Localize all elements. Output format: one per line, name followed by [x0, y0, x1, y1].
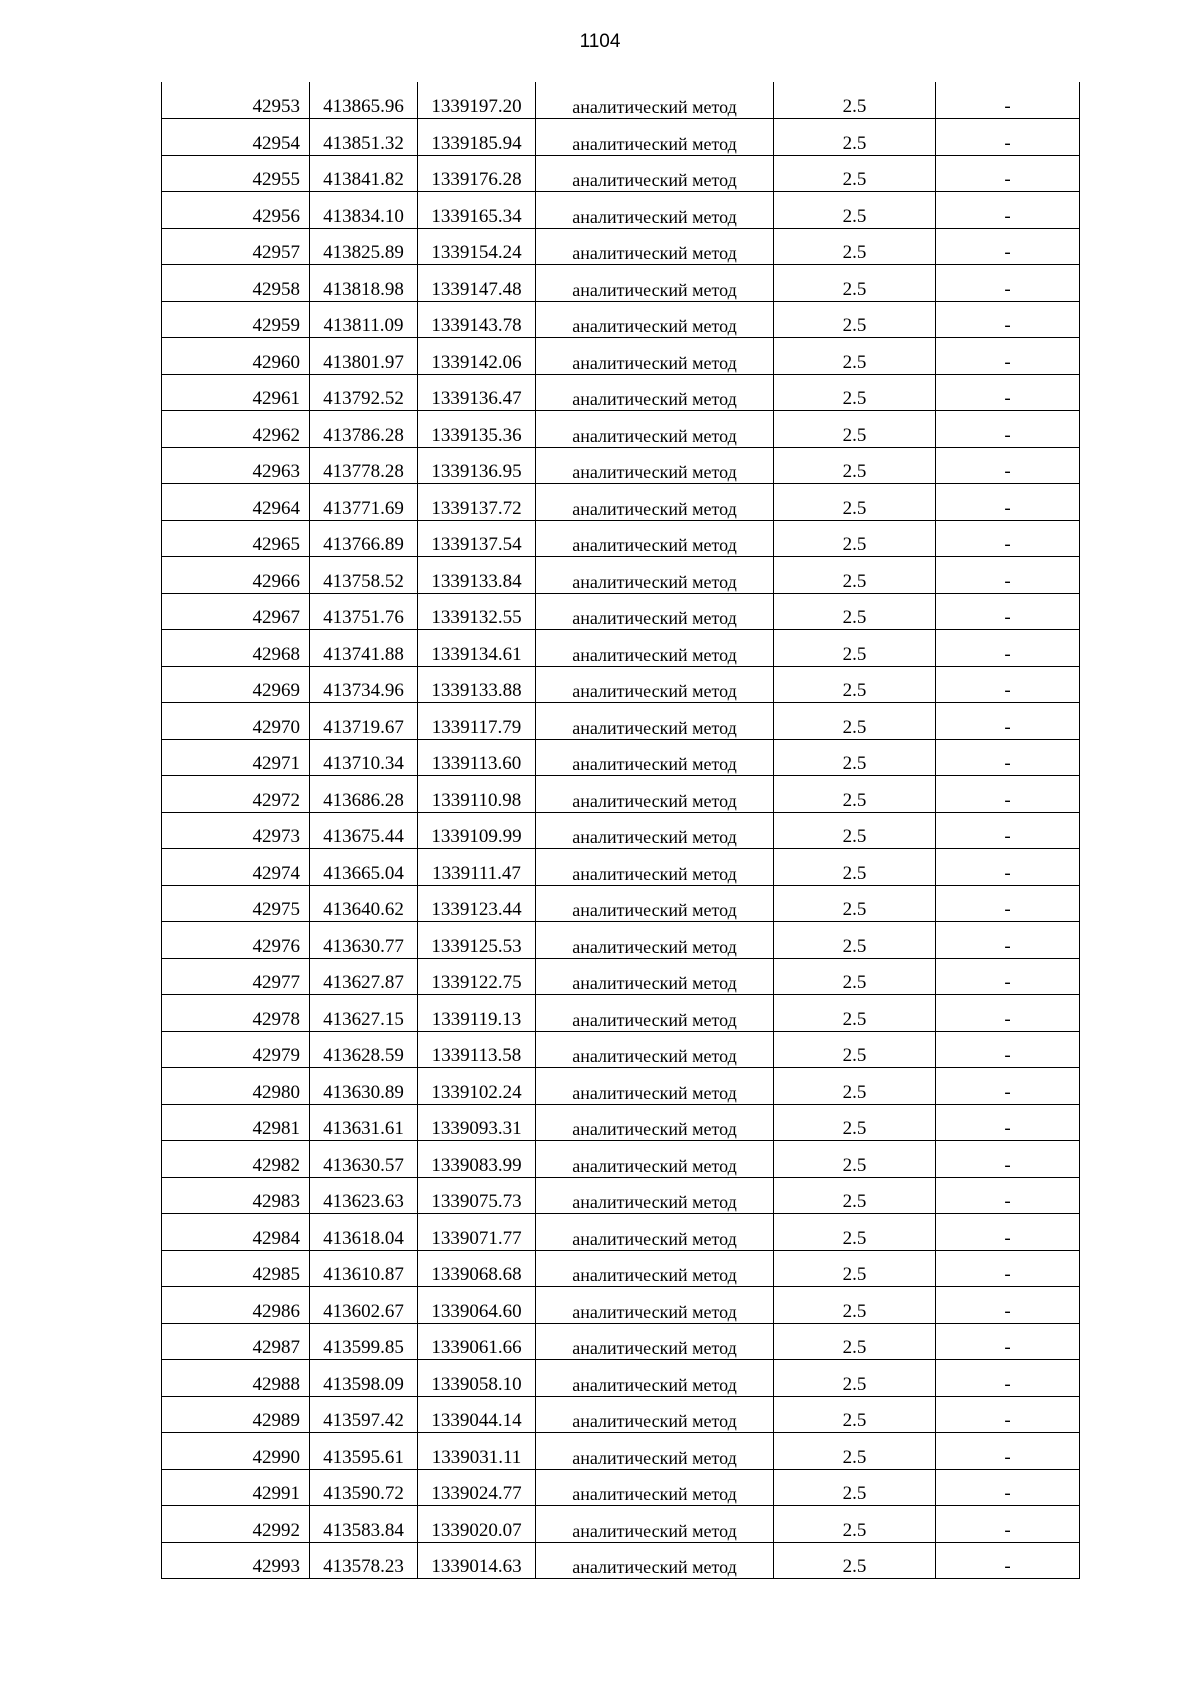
x-coordinate-cell: 413640.62	[310, 885, 418, 922]
accuracy-cell: 2.5	[774, 666, 936, 703]
point-number-cell: 42964	[162, 484, 310, 521]
point-number-cell: 42960	[162, 338, 310, 375]
method-cell: аналитический метод	[536, 958, 774, 995]
y-coordinate-cell: 1339137.54	[418, 520, 536, 557]
method-cell: аналитический метод	[536, 1433, 774, 1470]
table-row	[162, 1068, 1080, 1105]
accuracy-cell: 2.5	[774, 1287, 936, 1324]
point-number-cell: 42979	[162, 1031, 310, 1068]
accuracy-cell: 2.5	[774, 374, 936, 411]
y-coordinate-cell: 1339068.68	[418, 1250, 536, 1287]
y-coordinate-cell: 1339093.31	[418, 1104, 536, 1141]
y-coordinate-cell: 1339132.55	[418, 593, 536, 630]
table-row	[162, 849, 1080, 886]
method-cell: аналитический метод	[536, 1214, 774, 1251]
point-number-cell: 42968	[162, 630, 310, 667]
point-number-cell: 42963	[162, 447, 310, 484]
table-row	[162, 885, 1080, 922]
y-coordinate-cell: 1339110.98	[418, 776, 536, 813]
y-coordinate-cell: 1339119.13	[418, 995, 536, 1032]
method-cell: аналитический метод	[536, 228, 774, 265]
y-coordinate-cell: 1339147.48	[418, 265, 536, 302]
note-cell: -	[936, 1250, 1080, 1287]
x-coordinate-cell: 413610.87	[310, 1250, 418, 1287]
note-cell: -	[936, 411, 1080, 448]
method-cell: аналитический метод	[536, 1506, 774, 1543]
note-cell: -	[936, 995, 1080, 1032]
table-row	[162, 812, 1080, 849]
y-coordinate-cell: 1339031.11	[418, 1433, 536, 1470]
point-number-cell: 42983	[162, 1177, 310, 1214]
table-row	[162, 1542, 1080, 1579]
point-number-cell: 42958	[162, 265, 310, 302]
accuracy-cell: 2.5	[774, 1250, 936, 1287]
method-cell: аналитический метод	[536, 411, 774, 448]
note-cell: -	[936, 557, 1080, 594]
y-coordinate-cell: 1339058.10	[418, 1360, 536, 1397]
point-number-cell: 42965	[162, 520, 310, 557]
table-row	[162, 1104, 1080, 1141]
note-cell: -	[936, 1433, 1080, 1470]
accuracy-cell: 2.5	[774, 1104, 936, 1141]
accuracy-cell: 2.5	[774, 265, 936, 302]
method-cell: аналитический метод	[536, 484, 774, 521]
y-coordinate-cell: 1339024.77	[418, 1469, 536, 1506]
table-row	[162, 739, 1080, 776]
x-coordinate-cell: 413628.59	[310, 1031, 418, 1068]
point-number-cell: 42970	[162, 703, 310, 740]
table-row	[162, 374, 1080, 411]
note-cell: -	[936, 1287, 1080, 1324]
x-coordinate-cell: 413786.28	[310, 411, 418, 448]
note-cell: -	[936, 1214, 1080, 1251]
y-coordinate-cell: 1339064.60	[418, 1287, 536, 1324]
x-coordinate-cell: 413751.76	[310, 593, 418, 630]
table-row	[162, 192, 1080, 229]
accuracy-cell: 2.5	[774, 1031, 936, 1068]
table-row	[162, 1287, 1080, 1324]
method-cell: аналитический метод	[536, 520, 774, 557]
x-coordinate-cell: 413771.69	[310, 484, 418, 521]
point-number-cell: 42956	[162, 192, 310, 229]
accuracy-cell: 2.5	[774, 119, 936, 156]
point-number-cell: 42953	[162, 82, 310, 119]
x-coordinate-cell: 413778.28	[310, 447, 418, 484]
note-cell: -	[936, 265, 1080, 302]
method-cell: аналитический метод	[536, 812, 774, 849]
page-number: 1104	[579, 31, 621, 52]
accuracy-cell: 2.5	[774, 1214, 936, 1251]
note-cell: -	[936, 593, 1080, 630]
table-row	[162, 1469, 1080, 1506]
y-coordinate-cell: 1339075.73	[418, 1177, 536, 1214]
point-number-cell: 42988	[162, 1360, 310, 1397]
method-cell: аналитический метод	[536, 922, 774, 959]
y-coordinate-cell: 1339135.36	[418, 411, 536, 448]
table-row	[162, 995, 1080, 1032]
y-coordinate-cell: 1339185.94	[418, 119, 536, 156]
y-coordinate-cell: 1339136.47	[418, 374, 536, 411]
x-coordinate-cell: 413597.42	[310, 1396, 418, 1433]
note-cell: -	[936, 192, 1080, 229]
y-coordinate-cell: 1339020.07	[418, 1506, 536, 1543]
note-cell: -	[936, 1506, 1080, 1543]
note-cell: -	[936, 739, 1080, 776]
x-coordinate-cell: 413578.23	[310, 1542, 418, 1579]
table-row	[162, 411, 1080, 448]
y-coordinate-cell: 1339143.78	[418, 301, 536, 338]
x-coordinate-cell: 413811.09	[310, 301, 418, 338]
note-cell: -	[936, 1396, 1080, 1433]
y-coordinate-cell: 1339176.28	[418, 155, 536, 192]
x-coordinate-cell: 413675.44	[310, 812, 418, 849]
y-coordinate-cell: 1339197.20	[418, 82, 536, 119]
accuracy-cell: 2.5	[774, 1068, 936, 1105]
y-coordinate-cell: 1339125.53	[418, 922, 536, 959]
accuracy-cell: 2.5	[774, 1433, 936, 1470]
coordinates-table	[161, 82, 1080, 1579]
method-cell: аналитический метод	[536, 265, 774, 302]
table-row	[162, 630, 1080, 667]
point-number-cell: 42984	[162, 1214, 310, 1251]
x-coordinate-cell: 413599.85	[310, 1323, 418, 1360]
accuracy-cell: 2.5	[774, 812, 936, 849]
accuracy-cell: 2.5	[774, 703, 936, 740]
point-number-cell: 42978	[162, 995, 310, 1032]
x-coordinate-cell: 413686.28	[310, 776, 418, 813]
method-cell: аналитический метод	[536, 776, 774, 813]
y-coordinate-cell: 1339137.72	[418, 484, 536, 521]
note-cell: -	[936, 630, 1080, 667]
y-coordinate-cell: 1339044.14	[418, 1396, 536, 1433]
y-coordinate-cell: 1339133.84	[418, 557, 536, 594]
accuracy-cell: 2.5	[774, 557, 936, 594]
table-row	[162, 1031, 1080, 1068]
table-row	[162, 1396, 1080, 1433]
point-number-cell: 42981	[162, 1104, 310, 1141]
note-cell: -	[936, 849, 1080, 886]
x-coordinate-cell: 413741.88	[310, 630, 418, 667]
accuracy-cell: 2.5	[774, 922, 936, 959]
table-row	[162, 958, 1080, 995]
point-number-cell: 42976	[162, 922, 310, 959]
x-coordinate-cell: 413801.97	[310, 338, 418, 375]
method-cell: аналитический метод	[536, 1104, 774, 1141]
method-cell: аналитический метод	[536, 995, 774, 1032]
point-number-cell: 42967	[162, 593, 310, 630]
accuracy-cell: 2.5	[774, 1506, 936, 1543]
note-cell: -	[936, 228, 1080, 265]
accuracy-cell: 2.5	[774, 885, 936, 922]
x-coordinate-cell: 413665.04	[310, 849, 418, 886]
note-cell: -	[936, 520, 1080, 557]
x-coordinate-cell: 413602.67	[310, 1287, 418, 1324]
x-coordinate-cell: 413630.77	[310, 922, 418, 959]
y-coordinate-cell: 1339014.63	[418, 1542, 536, 1579]
method-cell: аналитический метод	[536, 301, 774, 338]
table-row	[162, 776, 1080, 813]
point-number-cell: 42974	[162, 849, 310, 886]
table-row	[162, 484, 1080, 521]
accuracy-cell: 2.5	[774, 1323, 936, 1360]
y-coordinate-cell: 1339123.44	[418, 885, 536, 922]
x-coordinate-cell: 413851.32	[310, 119, 418, 156]
point-number-cell: 42957	[162, 228, 310, 265]
accuracy-cell: 2.5	[774, 520, 936, 557]
accuracy-cell: 2.5	[774, 1469, 936, 1506]
x-coordinate-cell: 413710.34	[310, 739, 418, 776]
method-cell: аналитический метод	[536, 593, 774, 630]
x-coordinate-cell: 413834.10	[310, 192, 418, 229]
accuracy-cell: 2.5	[774, 484, 936, 521]
table-row	[162, 1177, 1080, 1214]
point-number-cell: 42992	[162, 1506, 310, 1543]
accuracy-cell: 2.5	[774, 630, 936, 667]
table-row	[162, 338, 1080, 375]
accuracy-cell: 2.5	[774, 739, 936, 776]
y-coordinate-cell: 1339142.06	[418, 338, 536, 375]
method-cell: аналитический метод	[536, 557, 774, 594]
table-row	[162, 1141, 1080, 1178]
y-coordinate-cell: 1339102.24	[418, 1068, 536, 1105]
table-row	[162, 1323, 1080, 1360]
y-coordinate-cell: 1339136.95	[418, 447, 536, 484]
accuracy-cell: 2.5	[774, 301, 936, 338]
accuracy-cell: 2.5	[774, 228, 936, 265]
y-coordinate-cell: 1339134.61	[418, 630, 536, 667]
accuracy-cell: 2.5	[774, 447, 936, 484]
note-cell: -	[936, 338, 1080, 375]
point-number-cell: 42954	[162, 119, 310, 156]
x-coordinate-cell: 413818.98	[310, 265, 418, 302]
point-number-cell: 42990	[162, 1433, 310, 1470]
x-coordinate-cell: 413865.96	[310, 82, 418, 119]
accuracy-cell: 2.5	[774, 1177, 936, 1214]
point-number-cell: 42991	[162, 1469, 310, 1506]
x-coordinate-cell: 413623.63	[310, 1177, 418, 1214]
note-cell: -	[936, 885, 1080, 922]
point-number-cell: 42975	[162, 885, 310, 922]
point-number-cell: 42980	[162, 1068, 310, 1105]
note-cell: -	[936, 1177, 1080, 1214]
table-row	[162, 520, 1080, 557]
method-cell: аналитический метод	[536, 1396, 774, 1433]
accuracy-cell: 2.5	[774, 958, 936, 995]
method-cell: аналитический метод	[536, 82, 774, 119]
note-cell: -	[936, 922, 1080, 959]
x-coordinate-cell: 413583.84	[310, 1506, 418, 1543]
table-row	[162, 1360, 1080, 1397]
method-cell: аналитический метод	[536, 1323, 774, 1360]
method-cell: аналитический метод	[536, 1542, 774, 1579]
note-cell: -	[936, 484, 1080, 521]
note-cell: -	[936, 1542, 1080, 1579]
note-cell: -	[936, 958, 1080, 995]
table-row	[162, 119, 1080, 156]
point-number-cell: 42962	[162, 411, 310, 448]
table-row	[162, 1433, 1080, 1470]
note-cell: -	[936, 1104, 1080, 1141]
point-number-cell: 42966	[162, 557, 310, 594]
point-number-cell: 42973	[162, 812, 310, 849]
accuracy-cell: 2.5	[774, 1396, 936, 1433]
x-coordinate-cell: 413766.89	[310, 520, 418, 557]
y-coordinate-cell: 1339165.34	[418, 192, 536, 229]
note-cell: -	[936, 703, 1080, 740]
table-row	[162, 557, 1080, 594]
point-number-cell: 42993	[162, 1542, 310, 1579]
table-row	[162, 666, 1080, 703]
accuracy-cell: 2.5	[774, 82, 936, 119]
x-coordinate-cell: 413618.04	[310, 1214, 418, 1251]
note-cell: -	[936, 1031, 1080, 1068]
table-row	[162, 447, 1080, 484]
note-cell: -	[936, 155, 1080, 192]
x-coordinate-cell: 413627.15	[310, 995, 418, 1032]
y-coordinate-cell: 1339111.47	[418, 849, 536, 886]
accuracy-cell: 2.5	[774, 593, 936, 630]
method-cell: аналитический метод	[536, 1360, 774, 1397]
method-cell: аналитический метод	[536, 666, 774, 703]
x-coordinate-cell: 413630.57	[310, 1141, 418, 1178]
point-number-cell: 42986	[162, 1287, 310, 1324]
point-number-cell: 42955	[162, 155, 310, 192]
x-coordinate-cell: 413719.67	[310, 703, 418, 740]
note-cell: -	[936, 776, 1080, 813]
note-cell: -	[936, 1068, 1080, 1105]
table-row	[162, 301, 1080, 338]
point-number-cell: 42977	[162, 958, 310, 995]
y-coordinate-cell: 1339117.79	[418, 703, 536, 740]
point-number-cell: 42961	[162, 374, 310, 411]
accuracy-cell: 2.5	[774, 338, 936, 375]
x-coordinate-cell: 413590.72	[310, 1469, 418, 1506]
table-row	[162, 703, 1080, 740]
accuracy-cell: 2.5	[774, 411, 936, 448]
y-coordinate-cell: 1339154.24	[418, 228, 536, 265]
x-coordinate-cell: 413630.89	[310, 1068, 418, 1105]
note-cell: -	[936, 1141, 1080, 1178]
table-row	[162, 1214, 1080, 1251]
y-coordinate-cell: 1339122.75	[418, 958, 536, 995]
note-cell: -	[936, 666, 1080, 703]
x-coordinate-cell: 413792.52	[310, 374, 418, 411]
table-row	[162, 228, 1080, 265]
method-cell: аналитический метод	[536, 1287, 774, 1324]
accuracy-cell: 2.5	[774, 1141, 936, 1178]
y-coordinate-cell: 1339071.77	[418, 1214, 536, 1251]
method-cell: аналитический метод	[536, 703, 774, 740]
y-coordinate-cell: 1339113.58	[418, 1031, 536, 1068]
point-number-cell: 42972	[162, 776, 310, 813]
accuracy-cell: 2.5	[774, 849, 936, 886]
y-coordinate-cell: 1339083.99	[418, 1141, 536, 1178]
y-coordinate-cell: 1339113.60	[418, 739, 536, 776]
accuracy-cell: 2.5	[774, 1360, 936, 1397]
x-coordinate-cell: 413595.61	[310, 1433, 418, 1470]
table-row	[162, 155, 1080, 192]
y-coordinate-cell: 1339061.66	[418, 1323, 536, 1360]
method-cell: аналитический метод	[536, 192, 774, 229]
accuracy-cell: 2.5	[774, 155, 936, 192]
coordinates-table-body	[162, 82, 1080, 1579]
method-cell: аналитический метод	[536, 630, 774, 667]
method-cell: аналитический метод	[536, 849, 774, 886]
y-coordinate-cell: 1339109.99	[418, 812, 536, 849]
accuracy-cell: 2.5	[774, 192, 936, 229]
point-number-cell: 42971	[162, 739, 310, 776]
note-cell: -	[936, 374, 1080, 411]
table-row	[162, 1250, 1080, 1287]
method-cell: аналитический метод	[536, 1068, 774, 1105]
method-cell: аналитический метод	[536, 1250, 774, 1287]
method-cell: аналитический метод	[536, 374, 774, 411]
note-cell: -	[936, 1323, 1080, 1360]
x-coordinate-cell: 413758.52	[310, 557, 418, 594]
x-coordinate-cell: 413627.87	[310, 958, 418, 995]
x-coordinate-cell: 413825.89	[310, 228, 418, 265]
table-row	[162, 265, 1080, 302]
accuracy-cell: 2.5	[774, 776, 936, 813]
accuracy-cell: 2.5	[774, 1542, 936, 1579]
method-cell: аналитический метод	[536, 885, 774, 922]
table-row	[162, 593, 1080, 630]
note-cell: -	[936, 812, 1080, 849]
method-cell: аналитический метод	[536, 1141, 774, 1178]
method-cell: аналитический метод	[536, 155, 774, 192]
note-cell: -	[936, 1469, 1080, 1506]
method-cell: аналитический метод	[536, 1177, 774, 1214]
note-cell: -	[936, 1360, 1080, 1397]
x-coordinate-cell: 413631.61	[310, 1104, 418, 1141]
x-coordinate-cell: 413598.09	[310, 1360, 418, 1397]
note-cell: -	[936, 82, 1080, 119]
method-cell: аналитический метод	[536, 739, 774, 776]
y-coordinate-cell: 1339133.88	[418, 666, 536, 703]
point-number-cell: 42959	[162, 301, 310, 338]
point-number-cell: 42969	[162, 666, 310, 703]
point-number-cell: 42989	[162, 1396, 310, 1433]
method-cell: аналитический метод	[536, 338, 774, 375]
point-number-cell: 42987	[162, 1323, 310, 1360]
method-cell: аналитический метод	[536, 447, 774, 484]
table-row	[162, 82, 1080, 119]
x-coordinate-cell: 413841.82	[310, 155, 418, 192]
method-cell: аналитический метод	[536, 1031, 774, 1068]
note-cell: -	[936, 447, 1080, 484]
point-number-cell: 42985	[162, 1250, 310, 1287]
note-cell: -	[936, 119, 1080, 156]
accuracy-cell: 2.5	[774, 995, 936, 1032]
method-cell: аналитический метод	[536, 119, 774, 156]
table-row	[162, 922, 1080, 959]
note-cell: -	[936, 301, 1080, 338]
x-coordinate-cell: 413734.96	[310, 666, 418, 703]
method-cell: аналитический метод	[536, 1469, 774, 1506]
table-row	[162, 1506, 1080, 1543]
point-number-cell: 42982	[162, 1141, 310, 1178]
